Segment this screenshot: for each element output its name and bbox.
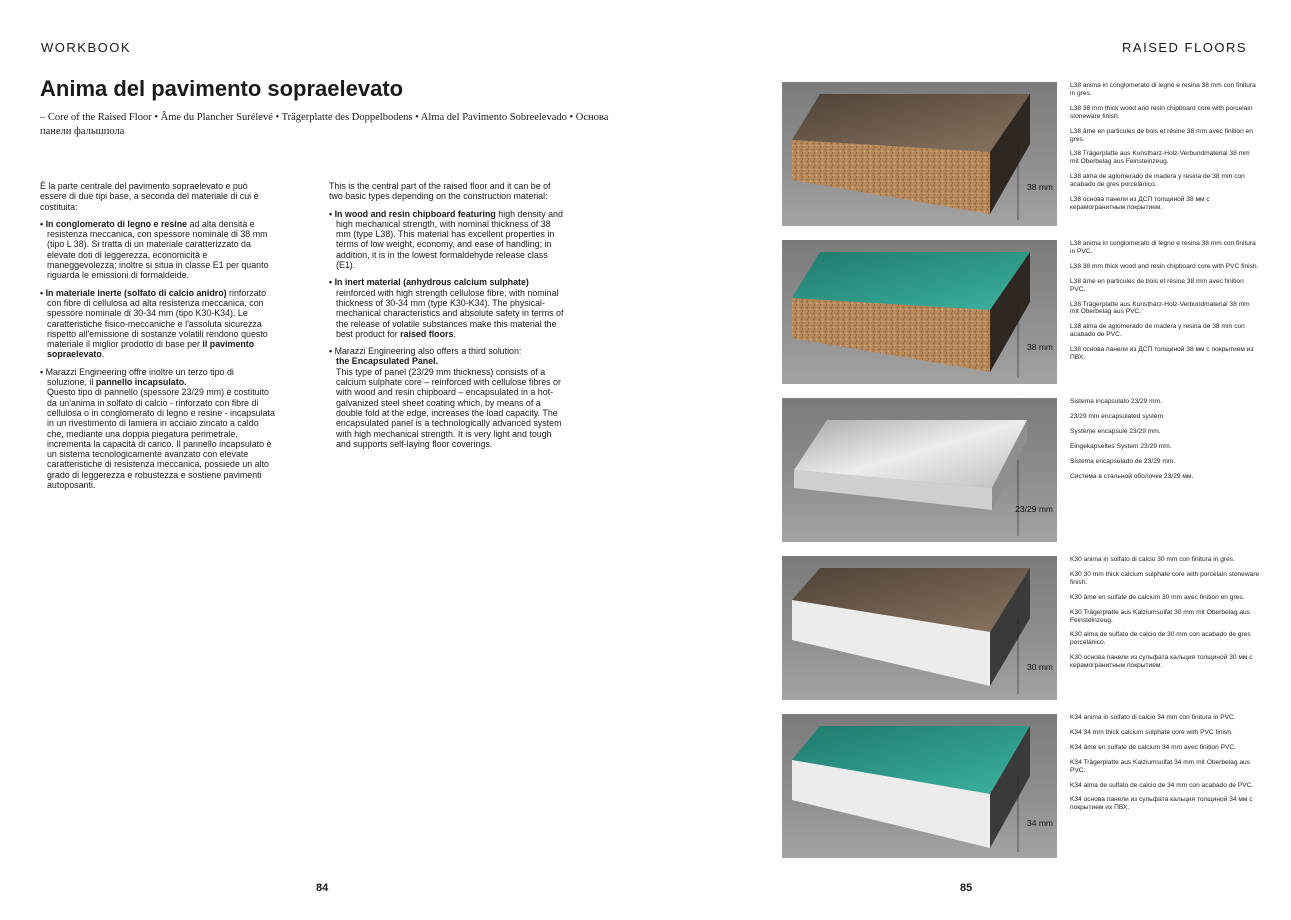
caption: L38 Trägerplatte aus Kunstharz-Holz-Verbundmaterial 38 mm mit Oberbelag aus PVC. bbox=[1070, 300, 1250, 316]
english-bullet-calcium: • In inert material (anhydrous calcium sulphate) reinforced with high strength cellulose fibre, with nominal thickness of 30-34 mm (type K30-K34). The physical-mechanical characteristics and absolute safety in terms of the release of volatile substances make this material the best product for raised floors. bbox=[329, 277, 565, 339]
italian-bullet-encapsulated: • Marazzi Engineering offre inoltre un terzo tipo di soluzione, il pannello incapsulato. Questo tipo di pannello (spessore 23/29 mm) è costituito da un'anima in solfato di calcio - rinforzato con fibre di cellulosa o in conglomerato di legno e resine - incapsulata in un rivestimento di lamiera in acciaio zincato a caldo che, mediante una doppia piegatura perimetrale, incrementa la capacità di carico. Il pannello incapsulato è un sistema tecnologicamente avanzato con elevate caratteristiche di resistenza meccanica, possiede un alto grado di leggerezza e robustezza e sostiene pavimenti autoposanti. bbox=[40, 367, 276, 491]
italian-column bbox=[40, 181, 276, 497]
page-number-right: 85 bbox=[960, 882, 973, 894]
caption: Système encapsulé 23/29 mm. bbox=[1070, 427, 1161, 435]
panel-dimension-label: 38 mm bbox=[1027, 342, 1053, 352]
panel-photo-encapsulated bbox=[782, 398, 1057, 542]
panel-dimension-label: 34 mm bbox=[1027, 818, 1053, 828]
caption: L38 anima in conglomerato di legno e resina 38 mm con finitura in PVC. bbox=[1070, 240, 1256, 255]
caption: K34 34 mm thick calcium sulphate core with PVC finish. bbox=[1070, 728, 1233, 736]
italian-bullet-calcium: • In materiale inerte (solfato di calcio anidro) rinforzato con fibre di cellulosa ad alta resistenza meccanica, con spessore nominale di 30-34 mm (tipo K30-K34). Le caratteristiche fisico-meccaniche e l'assoluta sicurezza rispetto all'emissione di sostanze volatili rendono questo materiale il miglior prodotto di base per il pavimento sopraelevato. bbox=[40, 288, 276, 360]
caption: K30 Trägerplatte aus Kalziumsulfat 30 mm mit Oberbelag aus Feinsteinzeug. bbox=[1070, 608, 1250, 624]
panel-dimension-label: 38 mm bbox=[1027, 182, 1053, 192]
caption: L38 Trägerplatte aus Kunstharz-Holz-Verbundmaterial 38 mm mit Oberbelag aus Feinsteinzeug. bbox=[1070, 150, 1250, 166]
caption: Sistema encapsulado de 23/29 mm. bbox=[1070, 457, 1176, 465]
panel-photo-k30-gres bbox=[782, 556, 1057, 700]
english-bullet-encapsulated: • Marazzi Engineering also offers a third solution: the Encapsulated Panel. This type of panel (23/29 mm thickness) consists of a calcium sulphate core – reinforced with cellulose fibres or with wood and resin chipboard – encapsulated in a hot-galvanized steel sheet coating which, by means of a double fold at the edge, increases the load capacity. The encapsulated panel is a technologically advanced system with high mechanical strength. It is very light and tough and supports self-laying floor coverings. bbox=[329, 346, 565, 449]
english-intro: This is the central part of the raised floor and it can be of two basic types depending on the construction material: bbox=[329, 181, 551, 202]
caption: K34 anima in solfato di calcio 34 mm con finitura in PVC. bbox=[1070, 714, 1236, 721]
caption: L38 основа панели из ДСП толщиной 38 мм с покрытием из ПВХ. bbox=[1070, 346, 1254, 362]
panel-photo-l38-gres bbox=[782, 82, 1057, 226]
caption: L38 âme en particules de bois et résine 38 mm avec finition en gres. bbox=[1070, 127, 1253, 143]
panel-dimension-label: 23/29 mm bbox=[1015, 504, 1053, 514]
caption: 23/29 mm encapsulated system. bbox=[1070, 412, 1165, 420]
running-header-left: WORKBOOK bbox=[41, 40, 132, 55]
caption: K34 Trägerplatte aus Kalziumsulfat 34 mm mit Oberbelag aus PVC. bbox=[1070, 758, 1250, 774]
caption: K34 основа панели из сульфата кальция толщиной 34 мм с покрытием их ПВХ. bbox=[1070, 796, 1253, 812]
italian-intro: È la parte centrale del pavimento sopraelevato e può essere di due tipi base, a seconda del materiale di cui è costituita: bbox=[40, 181, 259, 212]
page-number-left: 84 bbox=[316, 882, 329, 894]
panel-photo-l38-pvc bbox=[782, 240, 1057, 384]
english-bullet-wood: • In wood and resin chipboard featuring high density and high mechanical strength, with nominal thickness of 38 mm (type L38). This material has excellent properties in terms of low weight, economy, and ease of handling; in addition, it is in the lowest formaldehyde release class (E1). bbox=[329, 209, 565, 271]
caption: L38 38 mm thick wood and resin chipboard core with porcelain stoneware finish. bbox=[1070, 104, 1253, 120]
caption: K30 anima in solfato di calcio 30 mm con finitura in gres. bbox=[1070, 556, 1235, 563]
caption: K30 âme en sulfate de calcium 30 mm avec finition en gres. bbox=[1070, 593, 1245, 601]
caption: L38 основа панели из ДСП толщиной 38 мм с керамогранитным покрытием. bbox=[1070, 196, 1210, 211]
page-title: Anima del pavimento sopraelevato bbox=[40, 76, 404, 101]
caption: K34 alma de sulfato de calcio de 34 mm con acabado de PVC. bbox=[1070, 781, 1254, 789]
panel-captions-encapsulated bbox=[1070, 398, 1260, 487]
caption: Eingekapseltes System 23/29 mm. bbox=[1070, 442, 1172, 450]
caption: K34 âme en sulfate de calcium 34 mm avec finition PVC. bbox=[1070, 743, 1237, 751]
italian-bullet-wood: • In conglomerato di legno e resine ad alta densità e resistenza meccanica, con spessore nominale di 38 mm (tipo L 38). Si tratta di un materiale caratterizzato da elevate doti di leggerezza, economicità e maneggevolezza; inoltre si situa in classe E1 per quanto riguarda le emissioni di formaldeide. bbox=[40, 219, 276, 281]
panel-captions-l38-gres bbox=[1070, 82, 1260, 219]
caption: L38 anima in conglomerato di legno e resina 38 mm con finitura in gres. bbox=[1070, 82, 1256, 97]
panel-dimension-label: 30 mm bbox=[1027, 662, 1053, 672]
caption: L38 38 mm thick wood and resin chipboard core with PVC finish. bbox=[1070, 262, 1259, 270]
running-header-right: RAISED FLOORS bbox=[1122, 40, 1247, 55]
caption: K30 основа панели из сульфата кальция толщиной 30 мм с керамогранитным покрытием. bbox=[1070, 654, 1253, 670]
caption: L38 alma de aglomerado de madera y resina de 38 mm con acabado de gres porcelánico. bbox=[1070, 173, 1245, 189]
english-column bbox=[329, 181, 565, 456]
page-subtitle: – Core of the Raised Floor • Âme du Plancher Surélevé • Trägerplatte des Doppelbodens • Alma del Pavimento Sobreelevado • Основа панели фальшпола bbox=[40, 112, 609, 137]
panel-captions-k34-pvc bbox=[1070, 714, 1260, 819]
caption: L38 alma de aglomerado de madera y resina de 38 mm con acabado de PVC. bbox=[1070, 323, 1245, 339]
panel-captions-k30-gres bbox=[1070, 556, 1260, 677]
caption: Система в стальной оболочке 23/29 мм. bbox=[1070, 472, 1194, 480]
caption: Sistema incapsulato 23/29 mm. bbox=[1070, 398, 1162, 405]
caption: K30 alma de sulfato de calcio de 30 mm con acabado de gres porcelánico. bbox=[1070, 631, 1251, 647]
panel-photo-k34-pvc bbox=[782, 714, 1057, 858]
caption: K30 30 mm thick calcium sulphate core with porcelain stoneware finish. bbox=[1070, 570, 1260, 586]
panel-captions-l38-pvc bbox=[1070, 240, 1260, 369]
caption: L38 âme en particules de bois et résine 38 mm avec finition PVC. bbox=[1070, 277, 1244, 293]
